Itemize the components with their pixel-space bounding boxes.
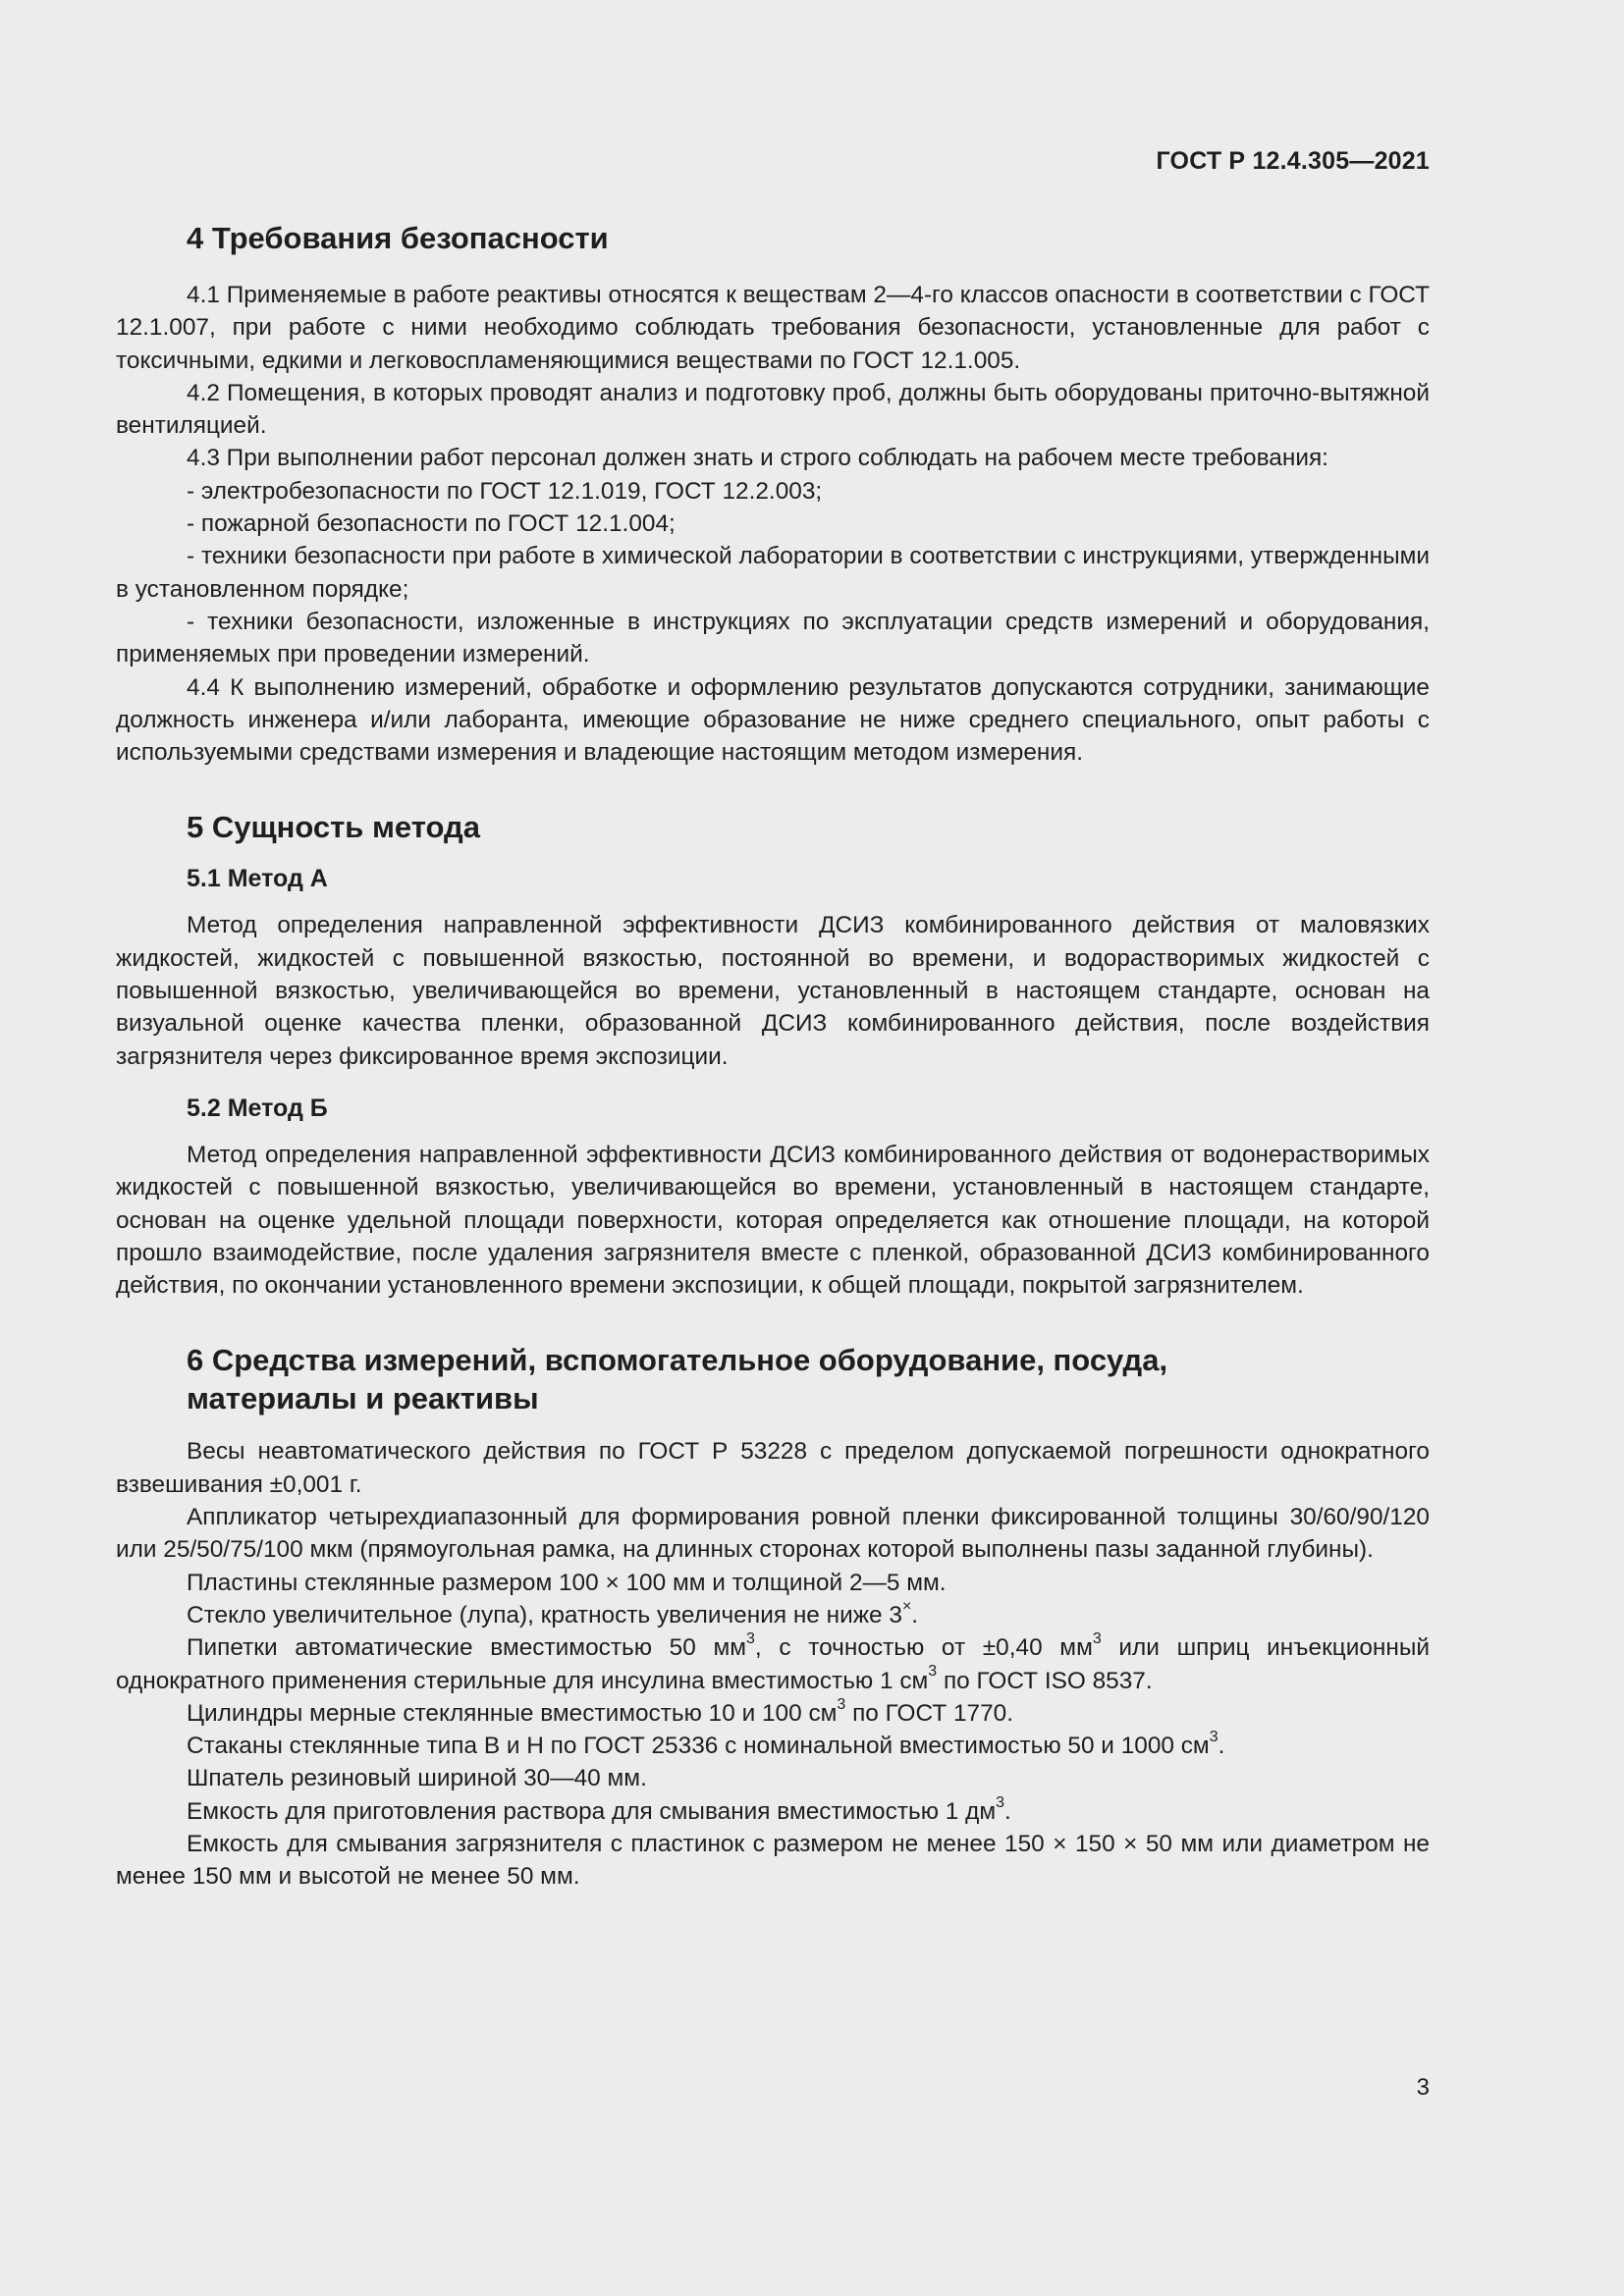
paragraph-applicator: Аппликатор четырехдиапазонный для формирования ровной пленки фиксированной толщины 30/60/90/120 или 25/50/75/100 мкм (прямоугольная рамка, на длинных сторонах которой выполнены пазы заданной глубины). <box>116 1504 1430 1564</box>
paragraph-4-1: 4.1 Применяемые в работе реактивы относятся к веществам 2—4-го классов опасности в соответствии с ГОСТ 12.1.007, при работе с ними необходимо соблюдать требования безопасности, установленные для работ с токсичными, едкими и легковоспламеняющимися веществами по ГОСТ 12.1.005. <box>116 282 1430 374</box>
list-item: - пожарной безопасности по ГОСТ 12.1.004; <box>187 510 676 538</box>
paragraph-magnifier: Стекло увеличительное (лупа), кратность увеличения не ниже 3×. <box>187 1597 919 1629</box>
section-6-title-line2: материалы и реактивы <box>187 1381 539 1416</box>
paragraph-plates: Пластины стеклянные размером 100 × 100 мм и толщиной 2—5 мм. <box>187 1569 947 1596</box>
paragraph-glasses: Стаканы стеклянные типа В и Н по ГОСТ 25336 с номинальной вместимостью 50 и 1000 $см^3$. <box>187 1728 1225 1760</box>
document-body <box>116 219 1430 1894</box>
list-item: - техники безопасности при работе в химической лаборатории в соответствии с инструкциями, утвержденными в установленном порядке; <box>116 543 1430 603</box>
list-item: - техники безопасности, изложенные в инструкциях по эксплуатации средств измерений и оборудования, применяемых при проведении измерений. <box>116 608 1430 668</box>
paragraph-container: Емкость для приготовления раствора для смывания вместимостью 1 $дм^3$. <box>187 1793 1011 1825</box>
paragraph-scales: Весы неавтоматического действия по ГОСТ Р 53228 с пределом допускаемой погрешности однократного взвешивания ±0,001 г. <box>116 1438 1430 1498</box>
page-number: 3 <box>1416 2074 1430 2101</box>
paragraph-cylinders: Цилиндры мерные стеклянные вместимостью 10 и 100 $см^3$ по ГОСТ 1770. <box>187 1695 1013 1727</box>
section-6-title-line1: 6 Средства измерений, вспомогательное оборудование, посуда, <box>187 1343 1168 1378</box>
paragraph-wash-container: Емкость для смывания загрязнителя с пластинок с размером не менее 150 × 150 × 50 мм или диаметром не менее 150 мм и высотой не менее 50 мм. <box>116 1830 1430 1891</box>
section-6-title <box>116 1341 1430 1417</box>
paragraph-4-4: 4.4 К выполнению измерений, обработке и оформлению результатов допускаются сотрудники, занимающие должность инженера и/или лаборанта, имеющие образование не ниже среднего специального, опыт работы с используемыми средствами измерения и владеющие настоящим методом измерения. <box>116 673 1430 767</box>
list-item: - электробезопасности по ГОСТ 12.1.019, ГОСТ 12.2.003; <box>187 477 823 505</box>
paragraph-4-2: 4.2 Помещения, в которых проводят анализ и подготовку проб, должны быть оборудованы приточно-вытяжной вентиляцией. <box>116 379 1430 440</box>
subsection-5-1-title: 5.1 Метод А <box>187 865 328 893</box>
section-4-title: 4 Требования безопасности <box>187 221 609 255</box>
paragraph-5-2: Метод определения направленной эффективности ДСИЗ комбинированного действия от водонерастворимых жидкостей с повышенной вязкостью, увеличивающейся во времени, установленный в настоящем стандарте, основан на оценке удельной площади поверхности, которая определяется как отношение площади, на которой прошло взаимодействие, после удаления загрязнителя вместе с пленкой, образованной ДСИЗ комбинированного действия, по окончании установленного времени экспозиции, к общей площади, покрытой загрязнителем. <box>116 1141 1430 1300</box>
paragraph-pipettes: Пипетки автоматические вместимостью 50 $мм^3$, с точностью от ±0,40 $мм^3$ или шприц инъекционный однократного применения стерильные для инсулина вместимостью 1 $см^3$ по ГОСТ ISO 8537. <box>116 1630 1430 1694</box>
paragraph-4-3: 4.3 При выполнении работ персонал должен знать и строго соблюдать на рабочем месте требования: <box>187 445 1328 472</box>
document-code: ГОСТ Р 12.4.305—2021 <box>1156 147 1430 175</box>
paragraph-5-1: Метод определения направленной эффективности ДСИЗ комбинированного действия от маловязких жидкостей, жидкостей с повышенной вязкостью, постоянной во времени, и водорастворимых жидкостей с повышенной вязкостью, увеличивающейся во времени, установленный в настоящем стандарте, основан на визуальной оценке качества пленки, образованной ДСИЗ комбинированного действия, после воздействия загрязнителя через фиксированное время экспозиции. <box>116 912 1430 1070</box>
section-5-title: 5 Сущность метода <box>187 810 480 845</box>
subsection-5-2-title: 5.2 Метод Б <box>187 1094 328 1122</box>
paragraph-spatula: Шпатель резиновый шириной 30—40 мм. <box>187 1765 647 1792</box>
